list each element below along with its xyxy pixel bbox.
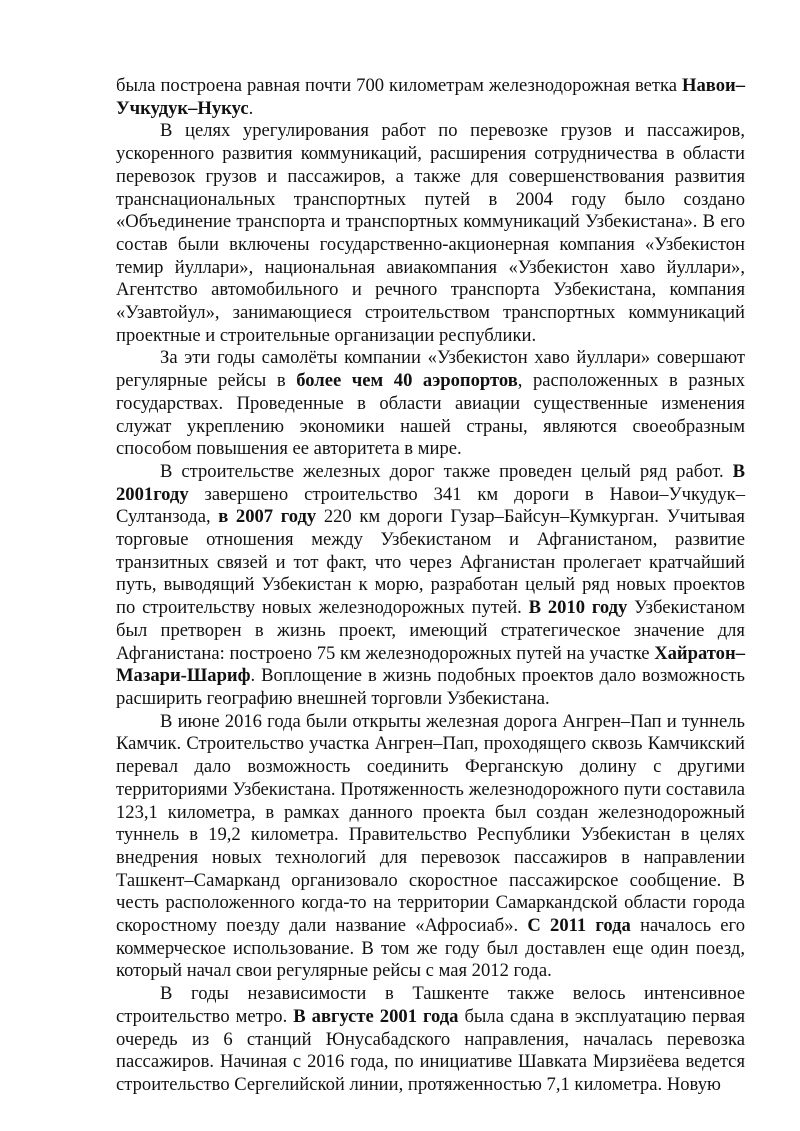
- text-run: 220 км дороги Гузар–Байсун–Кумкурган. Учитывая торговые отношения между Узбекистаном и Афганистаном, развитие транзитных связей и тот факт, что через Афганистан пролегает кратчайший путь, выводящий Узбекистан к морю, разработан целый ряд новых проектов по строительству новых железнодорожных путей.: [116, 506, 745, 619]
- text-run: была сдана в эксплуатацию первая очередь из 6 станций Юнусабадского направления, началась перевозка пассажиров. Начиная с 2016 года, по инициативе Шавката Мирзиёева ведется строительство Сергелийской линии, протяженностью 7,1 километра. Новую: [116, 1005, 746, 1095]
- text-run: Узбекистаном был претворен в жизнь проект, имеющий стратегическое значение для Афганистана: построено 75 км железнодорожных путей на участке: [116, 597, 745, 664]
- paragraph: [116, 461, 745, 711]
- bold-text: С 2011 года: [527, 915, 631, 937]
- bold-text: в 2007 году: [218, 506, 317, 528]
- text-run: завершено строительство 341 км дороги в Навои–Учкудук–Султанзода,: [116, 483, 745, 528]
- paragraph: [116, 75, 745, 120]
- bold-text: В 2001году: [116, 460, 745, 505]
- text-run: началось его коммерческое использование. В том же году был доставлен еще один поезд, который начал свои регулярные рейсы с мая 2012 года.: [116, 915, 745, 982]
- text-run: .: [248, 97, 254, 119]
- bold-text: В 2010 году: [528, 597, 628, 619]
- document-body: [116, 75, 745, 1097]
- text-run: В целях урегулирования работ по перевозке грузов и пассажиров, ускоренного развития коммуникаций, расширения сотрудничества в области перевозок грузов и пассажиров, а также для совершенствования развития транснациональных транспортных путей в 2004 году было создано «Объединение транспорта и транспортных коммуникаций Узбекистана». В его состав были включены государственно-акционерная компания «Узбекистон темир йуллари», национальная авиакомпания «Узбекистон хаво йуллари», Агентство автомобильного и речного транспорта Узбекистана, компания «Узавтойул», занимающиеся строительством транспортных коммуникаций проектные и строительные организации республики.: [116, 120, 745, 346]
- text-run: , расположенных в разных государствах. Проведенные в области авиации существенные изменения служат укреплению экономики нашей страны, являются своеобразным способом повышения ее авторитета в мире.: [116, 370, 745, 460]
- text-run: была построена равная почти 700 километрам железнодорожная ветка: [116, 75, 683, 96]
- bold-text: Хайратон–Мазари-Шариф: [116, 642, 745, 687]
- text-run: За эти годы самолёты компании «Узбекистон хаво йуллари» совершают регулярные рейсы в: [116, 347, 745, 392]
- text-run: В июне 2016 года были открыты железная дорога Ангрен–Пап и туннель Камчик. Строительство участка Ангрен–Пап, проходящего сквозь Камчикский перевал дало возможность соединить Ферганскую долину с другими территориями Узбекистана. Протяженность железнодорожного пути составила 123,1 километра, в рамках данного проекта был создан железнодорожный туннель в 19,2 километра. Правительство Республики Узбекистан в целях внедрения новых технологий для перевозок пассажиров в направлении Ташкент–Самарканд организовало скоростное пассажирское сообщение. В честь расположенного когда-то на территории Самаркандской области города скоростному поезду дали название «Афросиаб».: [116, 710, 745, 937]
- paragraph: [116, 983, 745, 1097]
- paragraph: [116, 120, 745, 347]
- paragraph: [116, 711, 745, 983]
- paragraph: [116, 347, 745, 461]
- bold-text: В августе 2001 года: [293, 1005, 459, 1027]
- text-run: В строительстве железных дорог также проведен целый ряд работ.: [160, 460, 733, 482]
- text-run: . Воплощение в жизнь подобных проектов дало возможность расширить географию внешней торговли Узбекистана.: [116, 665, 745, 709]
- bold-text: Навои–Учкудук–Нукус: [116, 75, 745, 119]
- bold-text: более чем 40 аэропортов: [296, 370, 518, 392]
- text-run: В годы независимости в Ташкенте также велось интенсивное строительство метро.: [116, 983, 745, 1027]
